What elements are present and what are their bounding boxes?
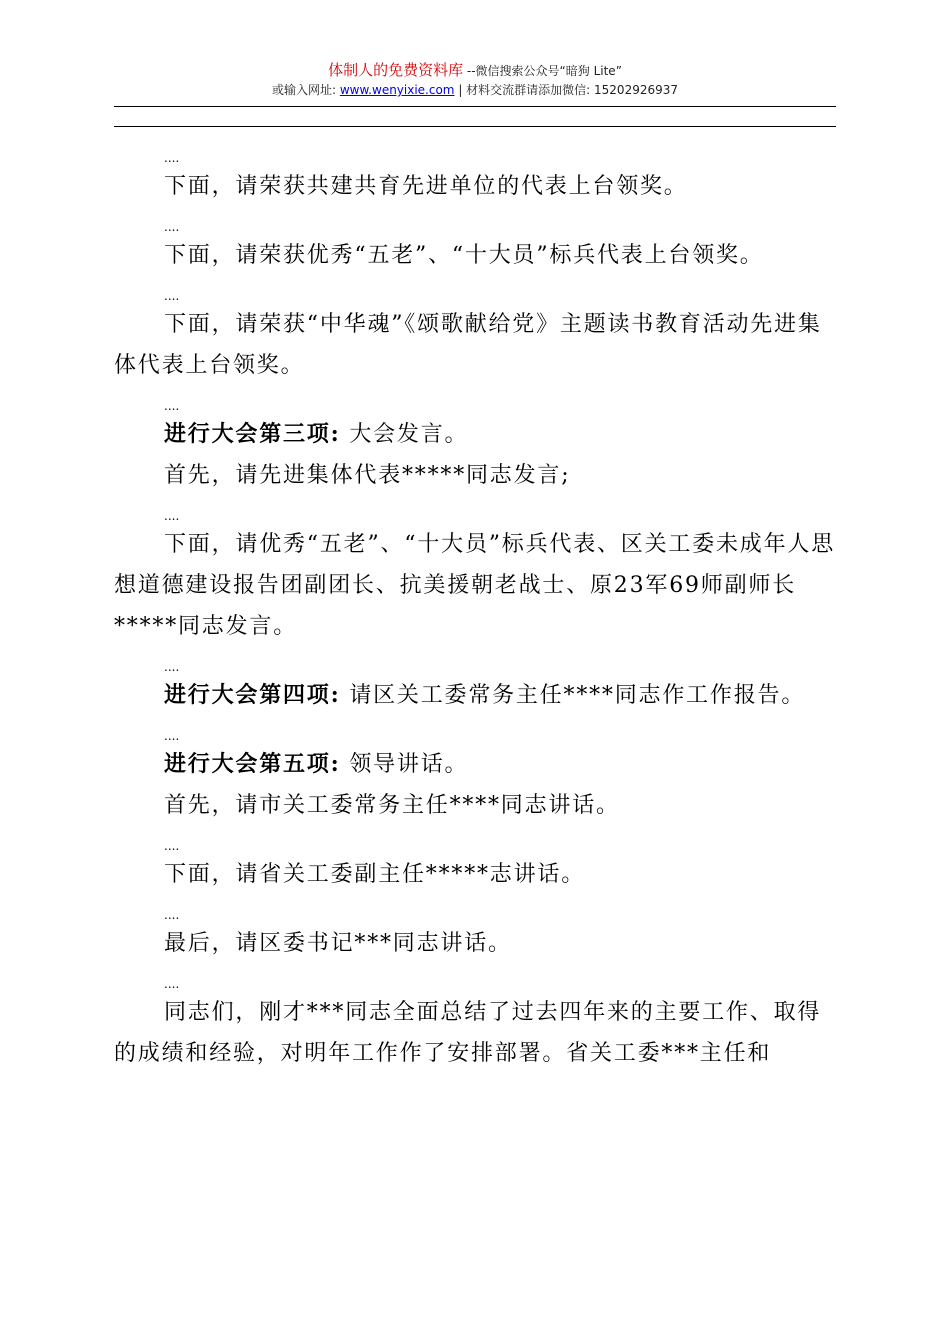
- paragraph: 首先，请先进集体代表*****同志发言;: [164, 463, 571, 488]
- paragraph: 下面，请优秀“五老”、“十大员”标兵代表、区关工委未成年人思想道德建设报告团副团长、抗美援朝老战士、原23军69师副师长*****同志发言。: [114, 532, 835, 639]
- header-url-suffix: | 材料交流群请添加微信: 15202926937: [454, 83, 679, 97]
- header-contact-line: [114, 81, 836, 99]
- header-website-link[interactable]: www.wenyixie.com: [339, 83, 455, 97]
- ellipsis-marker: ....: [164, 908, 180, 922]
- header-title-line: [114, 60, 836, 81]
- header-url-prefix: 或输入网址:: [271, 83, 340, 97]
- agenda-item-3: [114, 414, 836, 455]
- agenda-item-text: 领导讲话。: [340, 752, 469, 777]
- agenda-item-label: 进行大会第三项:: [164, 421, 341, 447]
- agenda-item-text: 请区关工委常务主任****同志作工作报告。: [340, 683, 806, 708]
- paragraph: 下面，请省关工委副主任*****志讲话。: [164, 862, 586, 887]
- paragraph: 下面，请荣获共建共育先进单位的代表上台领奖。: [164, 174, 688, 199]
- paragraph: 同志们，刚才***同志全面总结了过去四年来的主要工作、取得的成绩和经验，对明年工作作了安排部署。省关工委***主任和: [114, 1000, 822, 1066]
- header-divider-thick: [114, 126, 836, 127]
- ellipsis-marker: ....: [164, 151, 180, 165]
- ellipsis-marker: ....: [164, 729, 180, 743]
- paragraph: 下面，请荣获优秀“五老”、“十大员”标兵代表上台领奖。: [164, 243, 764, 268]
- agenda-item-text: 大会发言。: [340, 422, 469, 447]
- paragraph: 首先，请市关工委常务主任****同志讲话。: [164, 793, 620, 818]
- page-header: [114, 60, 836, 99]
- ellipsis-marker: ....: [164, 660, 180, 674]
- header-subtitle: --微信搜索公众号“暗狗 Lite”: [463, 64, 622, 78]
- agenda-item-5: [114, 744, 836, 785]
- agenda-item-label: 进行大会第四项:: [164, 682, 341, 708]
- agenda-item-label: 进行大会第五项:: [164, 751, 341, 777]
- ellipsis-marker: ....: [164, 399, 180, 413]
- document-body: [114, 150, 836, 1074]
- ellipsis-marker: ....: [164, 509, 180, 523]
- ellipsis-marker: ....: [164, 220, 180, 234]
- ellipsis-marker: ....: [164, 977, 180, 991]
- paragraph: 下面，请荣获“中华魂”《颂歌献给党》主题读书教育活动先进集体代表上台领奖。: [114, 312, 822, 378]
- paragraph: 最后，请区委书记***同志讲话。: [164, 931, 512, 956]
- ellipsis-marker: ....: [164, 839, 180, 853]
- header-divider-thin: [114, 106, 836, 107]
- agenda-item-4: [114, 675, 836, 716]
- header-brand: 体制人的免费资料库: [328, 61, 464, 79]
- ellipsis-marker: ....: [164, 289, 180, 303]
